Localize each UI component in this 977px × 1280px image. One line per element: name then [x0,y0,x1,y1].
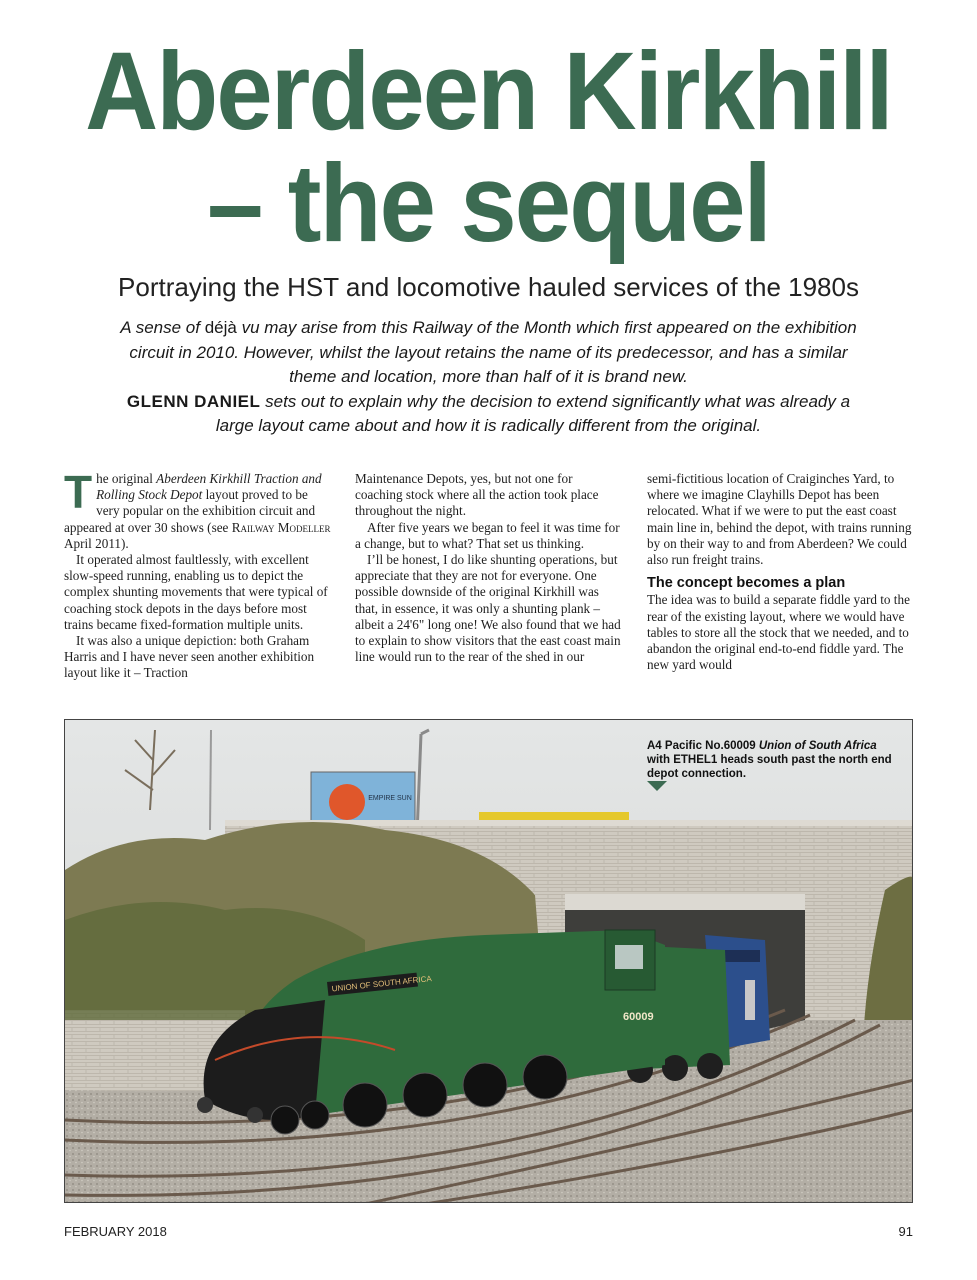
body-column-3 [647,471,915,673]
paragraph-4: Maintenance Depots, yes, but not one for coaching stock where all the action took place throughout the night. [355,471,599,519]
photo-caption [647,739,897,781]
paragraph-1-layout-name: Aberdeen Kirkhill Traction and Rolling Stock Depot [96,471,322,503]
page-number: 91 [898,1224,913,1239]
body-column-1 [64,466,332,682]
loco-number: 60009 [623,1011,654,1023]
subtitle: Portraying the HST and locomotive hauled services of the 1980s [118,272,859,302]
paragraph-1 [64,466,332,552]
paragraph-2: It operated almost faultlessly, with excellent slow-speed running, enabling us to depict the complex shunting movements that were typical of coaching stock depots in the days before most trains became fixed-formation multiple units. [64,552,328,632]
body-column-2 [355,471,623,665]
nameplate: UNION OF SOUTH AFRICA [331,974,433,994]
photo-illustration [65,720,913,1203]
headline-line-1: Aberdeen Kirkhill [85,30,892,153]
standfirst [110,316,867,439]
magazine-reference: Railway Modeller [231,519,331,535]
paragraph-1-text-c: April 2011). [64,535,129,551]
caption-text-b: with ETHEL1 heads south past the north end depot connection. [647,754,892,780]
paragraph-8: The idea was to build a separate fiddle yard to the rear of the existing layout, where we would have tables to store all the stock that we needed, and to abandon the original end-to-end fiddle yard. The new yard would [647,592,910,673]
drop-cap: T [64,466,93,518]
section-heading: The concept becomes a plan [647,575,846,592]
standfirst-text-1: A sense of [120,318,205,337]
issue-date: FEBRUARY 2018 [64,1224,167,1239]
standfirst-text-3: sets out to explain why the decision to extend significantly what was already a large layout came about and how it is radically different from the original. [215,391,851,435]
paragraph-6: I’ll be honest, I do like shunting operations, but appreciate that they are not for everyone. One possible downside of the original Kirkhill was that, in essence, it was only a shunting plank – albeit a 24'6" long one! We also found that we had to explain to show visitors that the east coast main line would run to the rear of the shed in our [355,552,621,665]
paragraph-7: semi-fictitious location of Craiginches Yard, to where we imagine Clayhills Depot has been relocated. What if we were to put the east coast main line in, behind the depot, with trains running by on their way to and from Aberdeen? We could also run freight trains. [647,471,912,568]
caption-pointer [647,781,667,791]
caption-text-a: A4 Pacific No.60009 [647,740,759,752]
layout-photo [64,719,913,1203]
caption-loco-name: Union of South Africa [758,740,877,752]
author-name: GLENN DANIEL [126,391,261,411]
paragraph-1-text-b: layout proved to be very popular on the exhibition circuit and appeared at over 30 shows (see [64,487,316,535]
standfirst-text-2: vu may arise from this Railway of the Month which first appeared on the exhibition circuit in 2010. However, whilst the layout retains the name of its predecessor, and has a similar theme and location, more than half of it is brand new. [129,318,857,386]
standfirst-deja: déjà [204,318,237,337]
headline-line-2: – the sequel [207,142,770,265]
billboard-text: EMPIRE SUN [368,795,412,802]
paragraph-5: After five years we began to feel it was time for a change, but to what? That set us thinking. [355,519,620,551]
paragraph-3: It was also a unique depiction: both Graham Harris and I have never seen another exhibition layout like it – Traction [64,633,315,681]
billboard [311,772,415,822]
paragraph-1-text-a: he original [96,471,157,486]
